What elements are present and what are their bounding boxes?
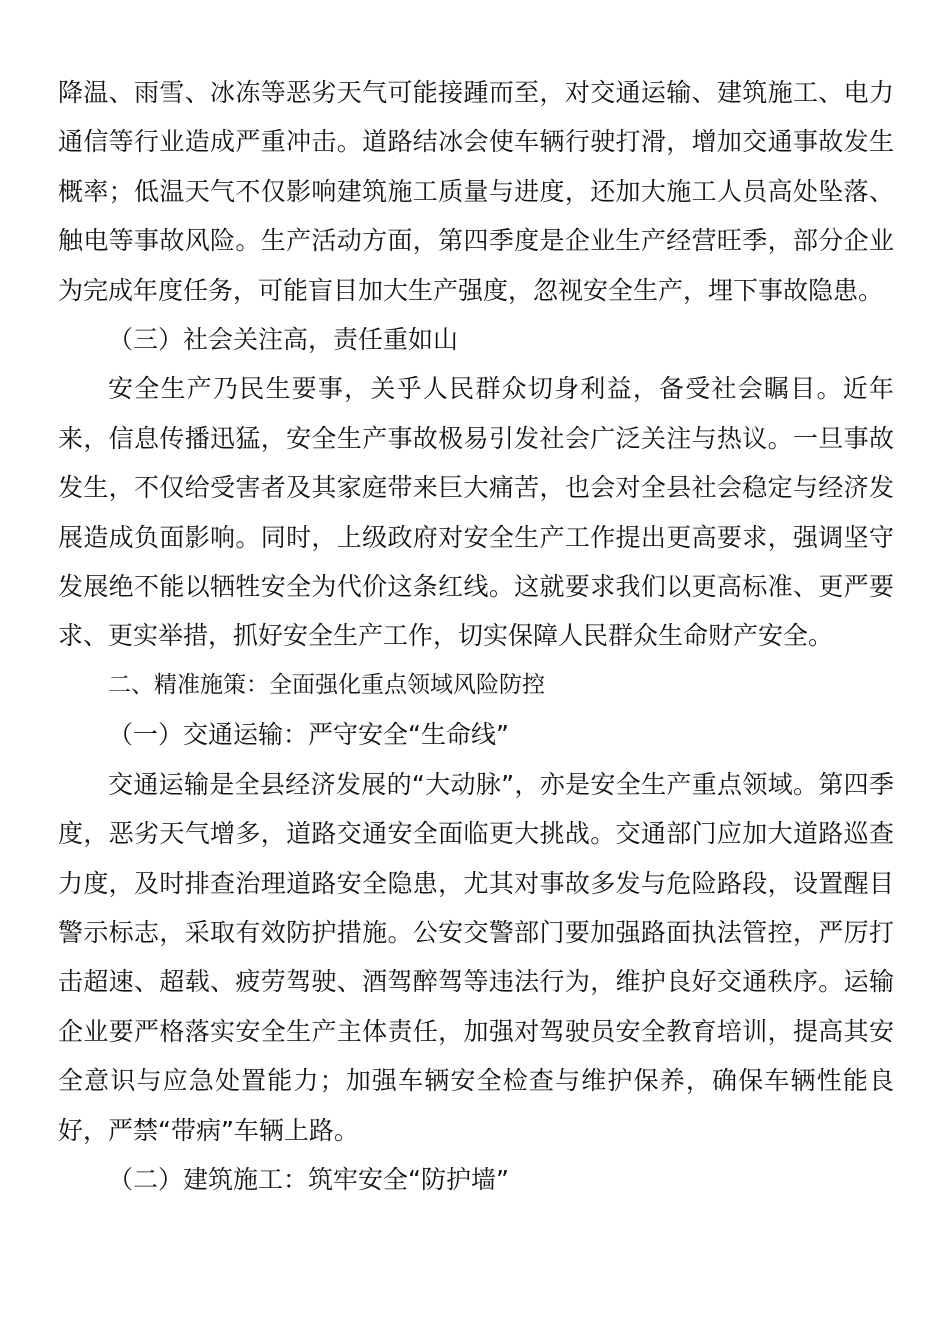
body-paragraph: 安全生产乃民生要事，关乎人民群众切身利益，备受社会瞩目。近年来，信息传播迅猛，安全生产事故极易引发社会广泛关注与热议。一旦事故发生，不仅给受害者及其家庭带来巨大痛苦，也会对全县社会稳定与经济发展造成负面影响。同时，上级政府对安全生产工作提出更高要求，强调坚守发展绝不能以牺牲安全为代价这条红线。这就要求我们以更高标准、更严要求、更实举措，抓好安全生产工作，切实保障人民群众生命财产安全。: [58, 374, 894, 651]
document-page: [58, 68, 894, 1204]
body-paragraph: 降温、雨雪、冰冻等恶劣天气可能接踵而至，对交通运输、建筑施工、电力通信等行业造成严重冲击。道路结冰会使车辆行驶打滑，增加交通事故发生概率；低温天气不仅影响建筑施工质量与进度，还加大施工人员高处坠落、触电等事故风险。生产活动方面，第四季度是企业生产经营旺季，部分企业为完成年度任务，可能盲目加大生产强度，忽视安全生产，埋下事故隐患。: [58, 78, 894, 305]
subsection-heading: （一）交通运输：严守安全“生命线”: [108, 720, 509, 750]
subsection-heading: （二）建筑施工：筑牢安全“防护墙”: [108, 1164, 509, 1194]
body-paragraph: 交通运输是全县经济发展的“大动脉”，亦是安全生产重点领域。第四季度，恶劣天气增多，道路交通安全面临更大挑战。交通部门应加大道路巡查力度，及时排查治理道路安全隐患，尤其对事故多发与危险路段，设置醒目警示标志，采取有效防护措施。公安交警部门要加强路面执法管控，严厉打击超速、超载、疲劳驾驶、酒驾醉驾等违法行为，维护良好交通秩序。运输企业要严格落实安全生产主体责任，加强对驾驶员安全教育培训，提高其安全意识与应急处置能力；加强车辆安全检查与维护保养，确保车辆性能良好，严禁“带病”车辆上路。: [58, 769, 894, 1145]
subsection-heading: （三）社会关注高，责任重如山: [108, 325, 459, 355]
section-heading: 二、精准施策：全面强化重点领域风险防控: [108, 671, 545, 698]
